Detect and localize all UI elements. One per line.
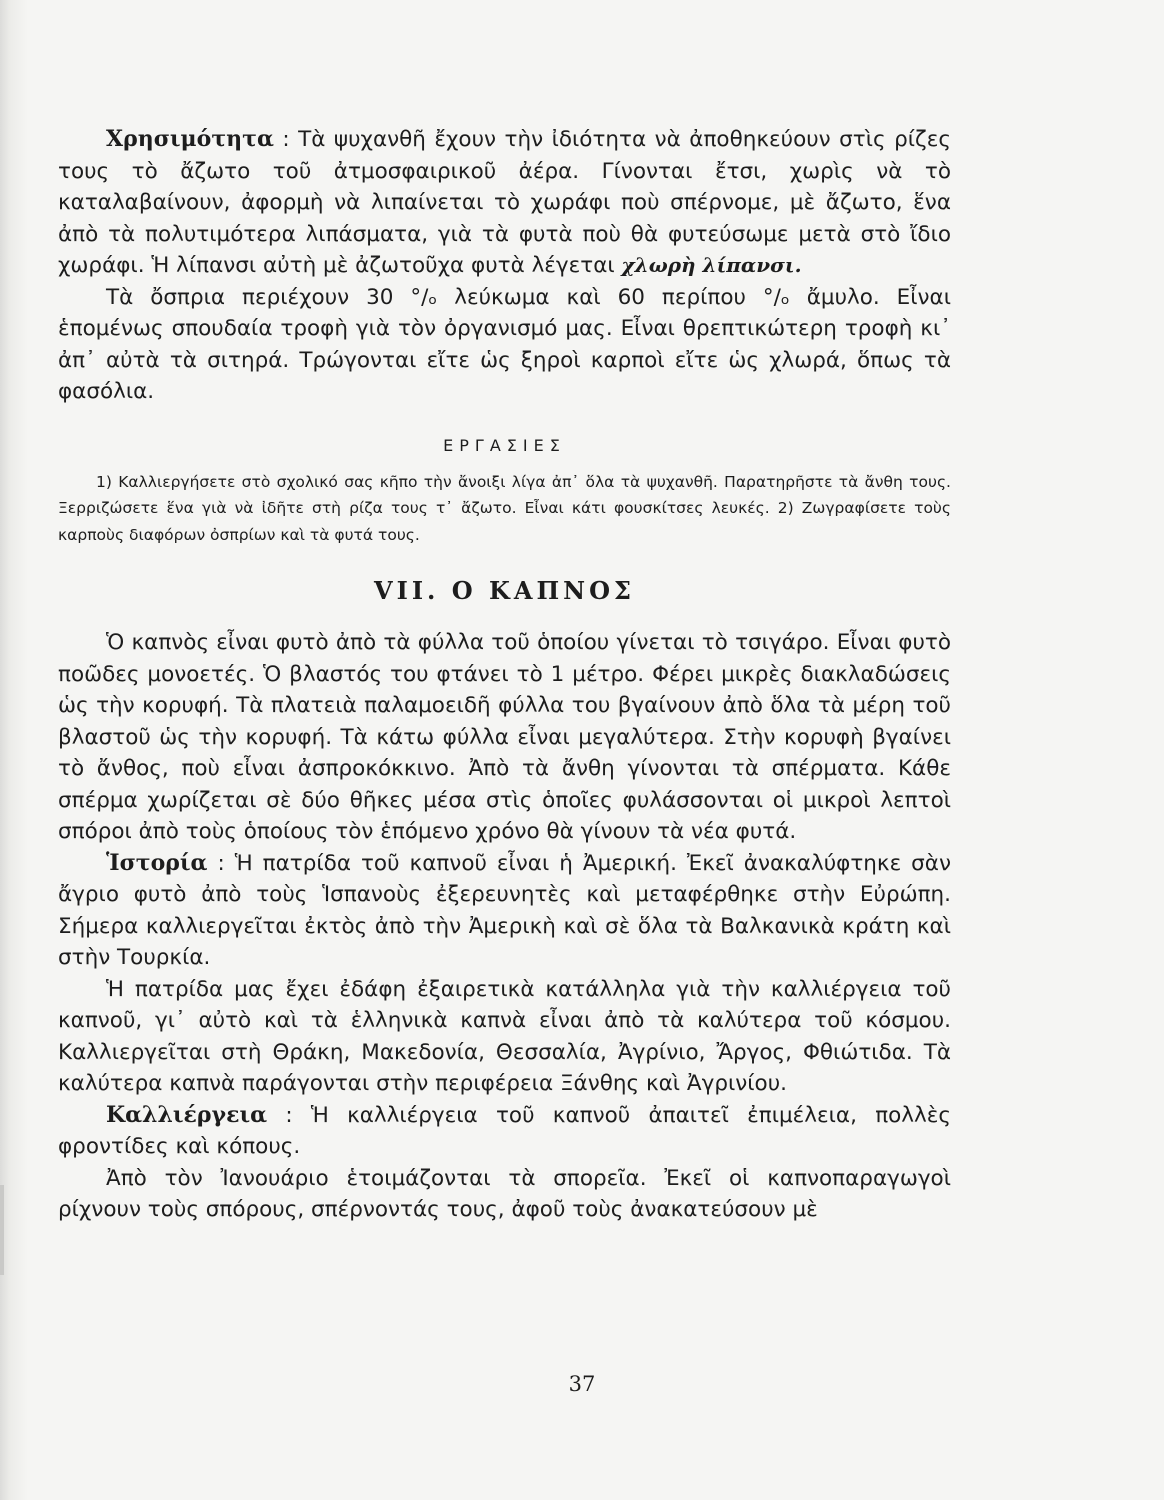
exercises-text: 1) Καλλιεργήσετε στὸ σχολικό σας κῆπο τὴν ἄνοιξι λίγα ἀπ᾿ ὅλα τὰ ψυχανθῆ. Παρατηρῆστε τὰ ἄνθη τους. Ξερριζώσετε ἕνα γιὰ νὰ ἰδῆτε στὴ ρίζα τους τ᾿ ἄζωτο. Εἶναι κάτι φουσκίτσες λευκές. 2) Ζωγραφίσετε τοὺς καρποὺς διαφόρων ὀσπρίων καὶ τὰ φυτά τους. (58, 472, 951, 544)
page-content (58, 124, 951, 1226)
history-term: Ἱστορία (106, 849, 208, 876)
green-fertilization-term: χλωρὴ λίπανσι. (621, 253, 802, 277)
legumes-nutrition-paragraph: Τὰ ὄσπρια περιέχουν 30 °/ₒ λεύκωμα καὶ 60 περίπου °/ₒ ἄμυλο. Εἶναι ἑπομένως σπουδαία τροφὴ γιὰ τὸν ὀργανισμό μας. Εἶναι θρεπτικώτερη τροφὴ κι᾿ ἀπ᾿ αὐτὰ τὰ σιτηρά. Τρώγονται εἴτε ὡς ξηροὶ καρποὶ εἴτε ὡς χλωρά, ὅπως τὰ φασόλια. (58, 284, 951, 404)
usefulness-text: : Τὰ ψυχανθῆ ἔχουν τὴν ἰδιότητα νὰ ἀποθηκεύουν στὶς ρίζες τους τὸ ἄζωτο τοῦ ἀτμοσφαιρικοῦ ἀέρα. Γίνονται ἔτσι, χωρὶς νὰ τὸ καταλαβαίνουν, ἀφορμὴ νὰ λιπαίνεται τὸ χωράφι ποὺ σπέρνομε, μὲ ἄζωτο, ἕνα ἀπὸ τὰ πολυτιμότερα λιπάσματα, γιὰ τὰ φυτὰ ποὺ θὰ φυτεύσωμε μετὰ στὸ ἴδιο χωράφι. Ἡ λίπανσι αὐτὴ μὲ ἀζωτοῦχα φυτὰ λέγεται (58, 127, 951, 278)
history-paragraph (58, 848, 951, 974)
seedbeds-paragraph: Ἀπὸ τὸν Ἰανουάριο ἑτοιμάζονται τὰ σπορεῖα. Ἐκεῖ οἱ καπνοπαραγωγοὶ ρίχνουν τοὺς σπόρους, σπέρνοντάς τους, ἀφοῦ τοὺς ἀνακατεύσουν μὲ (58, 1165, 951, 1222)
history-text: : Ἡ πατρίδα τοῦ καπνοῦ εἶναι ἡ Ἀμερική. Ἐκεῖ ἀνακαλύφτηκε σὰν ἄγριο φυτὸ ἀπὸ τοὺς Ἱσπανοὺς ἐξερευνητὲς καὶ μεταφέρθηκε στὴν Εὐρώπη. Σήμερα καλλιεργεῖται ἐκτὸς ἀπὸ τὴν Ἀμερικὴ καὶ σὲ ὅλα τὰ Βαλκανικὰ κράτη καὶ στὴν Τουρκία. (58, 850, 951, 970)
tobacco-description-paragraph: Ὁ καπνὸς εἶναι φυτὸ ἀπὸ τὰ φύλλα τοῦ ὁποίου γίνεται τὸ τσιγάρο. Εἶναι φυτὸ ποῶδες μονοετές. Ὁ βλαστός του φτάνει τὸ 1 μέτρο. Φέρει μικρὲς διακλαδώσεις ὡς τὴν κορυφή. Τὰ πλατειὰ παλαμοειδῆ φύλλα του βγαίνουν ἀπὸ ὅλα τὰ μέρη τοῦ βλαστοῦ ὡς τὴν κορυφή. Τὰ κάτω φύλλα εἶναι μεγαλύτερα. Στὴν κορυφὴ βγαίνει τὸ ἄνθος, ποὺ εἶναι ἀσπροκόκκινο. Ἀπὸ τὰ ἄνθη γίνονται τὰ σπέρματα. Κάθε σπέρμα χωρίζεται σὲ δύο θῆκες μέσα στὶς ὁποῖες φυλάσσονται οἱ μικροὶ λεπτοὶ σπόροι ἀπὸ τοὺς ὁποίους τὸν ἑπόμενο χρόνο θὰ γίνουν τὰ νέα φυτά. (58, 630, 951, 844)
exercises-heading: ΕΡΓΑΣΙΕΣ (443, 435, 566, 455)
usefulness-term: Χρησιμότητα (106, 126, 274, 152)
page-edge-mark (0, 1185, 4, 1275)
page-number: 37 (568, 1372, 596, 1396)
cultivation-paragraph (58, 1100, 951, 1163)
greek-tobacco-paragraph: Ἡ πατρίδα μας ἔχει ἐδάφη ἐξαιρετικὰ κατάλληλα γιὰ τὴν καλλιέργεια τοῦ καπνοῦ, γι᾿ αὐτὸ καὶ τὰ ἑλληνικὰ καπνὰ εἶναι ἀπὸ τὰ καλύτερα τοῦ κόσμου. Καλλιεργεῖται στὴ Θράκη, Μακεδονία, Θεσσαλία, Ἀγρίνιο, Ἄργος, Φθιώτιδα. Τὰ καλύτερα καπνὰ παράγονται στὴν περιφέρεια Ξάνθης καὶ Ἀγρινίου. (58, 976, 951, 1096)
cultivation-text: : Ἡ καλλιέργεια τοῦ καπνοῦ ἀπαιτεῖ ἐπιμέλεια, πολλὲς φροντίδες καὶ κόπους. (58, 1102, 951, 1159)
chapter-title: VII. Ο ΚΑΠΝΟΣ (373, 576, 635, 605)
usefulness-paragraph (58, 124, 951, 282)
cultivation-term: Καλλιέργεια (106, 1101, 268, 1128)
